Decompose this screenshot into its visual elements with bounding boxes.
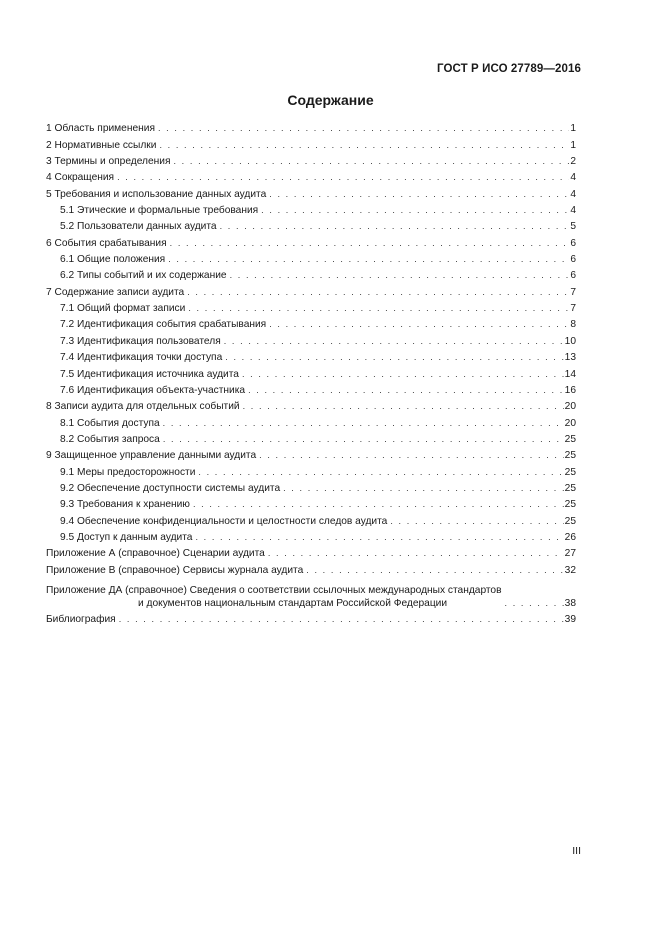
toc-entry-page: 4 (570, 172, 576, 184)
toc-entry-page: 4 (570, 188, 576, 200)
toc-entry[interactable] (46, 511, 576, 527)
toc-entry[interactable] (46, 201, 576, 217)
toc-entry[interactable] (46, 184, 576, 200)
toc-leader-dots (168, 253, 569, 266)
toc-entry[interactable] (46, 495, 576, 511)
toc-leader-dots (193, 498, 564, 511)
toc-entry-page: 20 (564, 401, 576, 413)
toc-entry-label: 9 Защищенное управление данными аудита (46, 450, 257, 462)
toc-entry-label: 3 Термины и определения (46, 156, 171, 168)
toc-leader-dots (225, 351, 563, 364)
toc-entry-label: 1 Область применения (46, 123, 155, 135)
toc-entry-page: 25 (564, 515, 576, 527)
toc-title: Содержание (287, 92, 374, 108)
toc-leader-dots (170, 237, 570, 250)
toc-leader-dots (119, 613, 564, 626)
toc-leader-dots (269, 318, 569, 331)
toc-leader-dots (195, 531, 563, 544)
toc-leader-dots (187, 286, 569, 299)
toc-entry[interactable] (46, 348, 576, 364)
toc-leader-dots (163, 417, 564, 430)
toc-leader-dots (188, 302, 569, 315)
toc-entry-label: 8 Записи аудита для отдельных событий (46, 401, 240, 413)
toc-entry-label: 6.2 Типы событий и их содержание (60, 270, 227, 282)
toc-entry-page: 25 (564, 450, 576, 462)
toc-leader-dots (220, 220, 570, 233)
toc-entry-page: 7 (570, 286, 576, 298)
toc-entry-page: 20 (564, 417, 576, 429)
toc-entry-page: 25 (564, 433, 576, 445)
toc-entry-label: Библиография (46, 613, 116, 625)
toc-entry-page: 32 (564, 564, 576, 576)
toc-entry-page: 5 (570, 221, 576, 233)
toc-entry-label: 9.5 Доступ к данным аудита (60, 531, 193, 543)
toc-leader-dots (283, 482, 564, 495)
toc-entry-label: Приложение А (справочное) Сценарии аудита (46, 548, 265, 560)
toc-entry-label: 7.4 Идентификация точки доступа (60, 352, 223, 364)
toc-entry[interactable] (46, 462, 576, 478)
toc-entry[interactable] (46, 152, 576, 168)
table-of-contents (46, 119, 576, 626)
toc-entry-page: 16 (564, 384, 576, 396)
toc-leader-dots (243, 400, 564, 413)
toc-leader-dots (230, 269, 570, 282)
toc-leader-dots (159, 139, 569, 152)
toc-entry-page: 4 (570, 205, 576, 217)
toc-entry-page: 2 (570, 156, 576, 168)
toc-entry-label: 8.1 События доступа (60, 417, 160, 429)
toc-entry[interactable] (46, 331, 576, 347)
toc-entry[interactable] (46, 610, 576, 626)
toc-entry-label: 5.1 Этические и формальные требования (60, 205, 259, 217)
toc-entry[interactable] (46, 446, 576, 462)
toc-entry-label: 7.5 Идентификация источника аудита (60, 368, 239, 380)
toc-leader-dots (259, 449, 564, 462)
document-code: ГОСТ Р ИСО 27789—2016 (436, 63, 581, 75)
toc-leader-dots (269, 188, 569, 201)
toc-entry-label: 5.2 Пользователи данных аудита (60, 221, 217, 233)
toc-entry-label: 7.1 Общий формат записи (60, 303, 186, 315)
toc-entry[interactable] (46, 168, 576, 184)
toc-entry-page: 8 (570, 319, 576, 331)
toc-leader-dots (224, 335, 564, 348)
toc-entry-label: 7 Содержание записи аудита (46, 286, 185, 298)
toc-entry[interactable] (46, 381, 576, 397)
toc-entry[interactable] (46, 250, 576, 266)
toc-entry[interactable] (46, 560, 576, 576)
toc-leader-dots (242, 368, 564, 381)
toc-entry[interactable] (46, 135, 576, 151)
toc-entry[interactable] (46, 430, 576, 446)
toc-entry-label: 8.2 События запроса (60, 433, 160, 445)
toc-entry-label: 9.2 Обеспечение доступности системы аудита (60, 482, 281, 494)
toc-entry-page: 14 (564, 368, 576, 380)
toc-entry-label-line2: и документов национальным стандартам Российской Федерации (138, 597, 448, 609)
toc-leader-dots (163, 433, 564, 446)
toc-entry[interactable] (46, 364, 576, 380)
toc-entry[interactable] (46, 119, 576, 135)
toc-leader-dots (261, 204, 569, 217)
toc-entry[interactable] (46, 315, 576, 331)
toc-entry-label: 5 Требования и использование данных аудита (46, 188, 267, 200)
toc-entry-label: 7.3 Идентификация пользователя (60, 335, 221, 347)
toc-entry-label: 2 Нормативные ссылки (46, 139, 157, 151)
toc-entry-label (46, 584, 505, 610)
toc-entry-label: 9.1 Меры предосторожности (60, 466, 196, 478)
toc-entry-page: 25 (564, 482, 576, 494)
toc-entry-label: 9.4 Обеспечение конфиденциальности и целостности следов аудита (60, 515, 388, 527)
toc-leader-dots (198, 466, 563, 479)
toc-entry[interactable] (46, 397, 576, 413)
toc-leader-dots (390, 515, 563, 528)
toc-entry-label: 6 События срабатывания (46, 237, 167, 249)
toc-entry-page: 38 (564, 597, 576, 609)
toc-entry-label-line1: Приложение ДА (справочное) Сведения о соответствии ссылочных международных стандартов (46, 584, 502, 596)
toc-entry-page: 7 (570, 303, 576, 315)
toc-leader-dots (505, 597, 564, 610)
page-number: III (572, 845, 581, 857)
toc-entry-label: 7.2 Идентификация события срабатывания (60, 319, 267, 331)
toc-entry[interactable] (46, 544, 576, 560)
toc-entry-page: 25 (564, 466, 576, 478)
toc-leader-dots (248, 384, 564, 397)
toc-entry-page: 27 (564, 548, 576, 560)
toc-entry-label: 4 Сокращения (46, 172, 115, 184)
toc-entry[interactable] (46, 299, 576, 315)
toc-entry-page: 6 (570, 270, 576, 282)
toc-entry-label: 7.6 Идентификация объекта-участника (60, 384, 246, 396)
toc-leader-dots (173, 155, 569, 168)
toc-entry-page: 6 (570, 254, 576, 266)
toc-leader-dots (268, 547, 564, 560)
toc-entry[interactable] (46, 266, 576, 282)
toc-entry-annex-da[interactable] (46, 577, 576, 610)
toc-entry-label: Приложение В (справочное) Сервисы журнала аудита (46, 564, 304, 576)
toc-entry[interactable] (46, 413, 576, 429)
toc-entry-label: 9.3 Требования к хранению (60, 499, 190, 511)
toc-entry-page: 13 (564, 352, 576, 364)
toc-leader-dots (158, 122, 569, 135)
toc-entry-label: 6.1 Общие положения (60, 254, 166, 266)
toc-entry-page: 6 (570, 237, 576, 249)
toc-entry[interactable] (46, 233, 576, 249)
toc-leader-dots (306, 564, 563, 577)
toc-entry[interactable] (46, 479, 576, 495)
toc-entry[interactable] (46, 282, 576, 298)
toc-entry-page: 10 (564, 335, 576, 347)
toc-entry[interactable] (46, 528, 576, 544)
toc-entry-page: 1 (570, 123, 576, 135)
toc-entry-page: 25 (564, 499, 576, 511)
toc-leader-dots (117, 171, 569, 184)
toc-entry-page: 1 (570, 139, 576, 151)
toc-entry-page: 26 (564, 531, 576, 543)
toc-entry[interactable] (46, 217, 576, 233)
toc-entry-page: 39 (564, 613, 576, 625)
